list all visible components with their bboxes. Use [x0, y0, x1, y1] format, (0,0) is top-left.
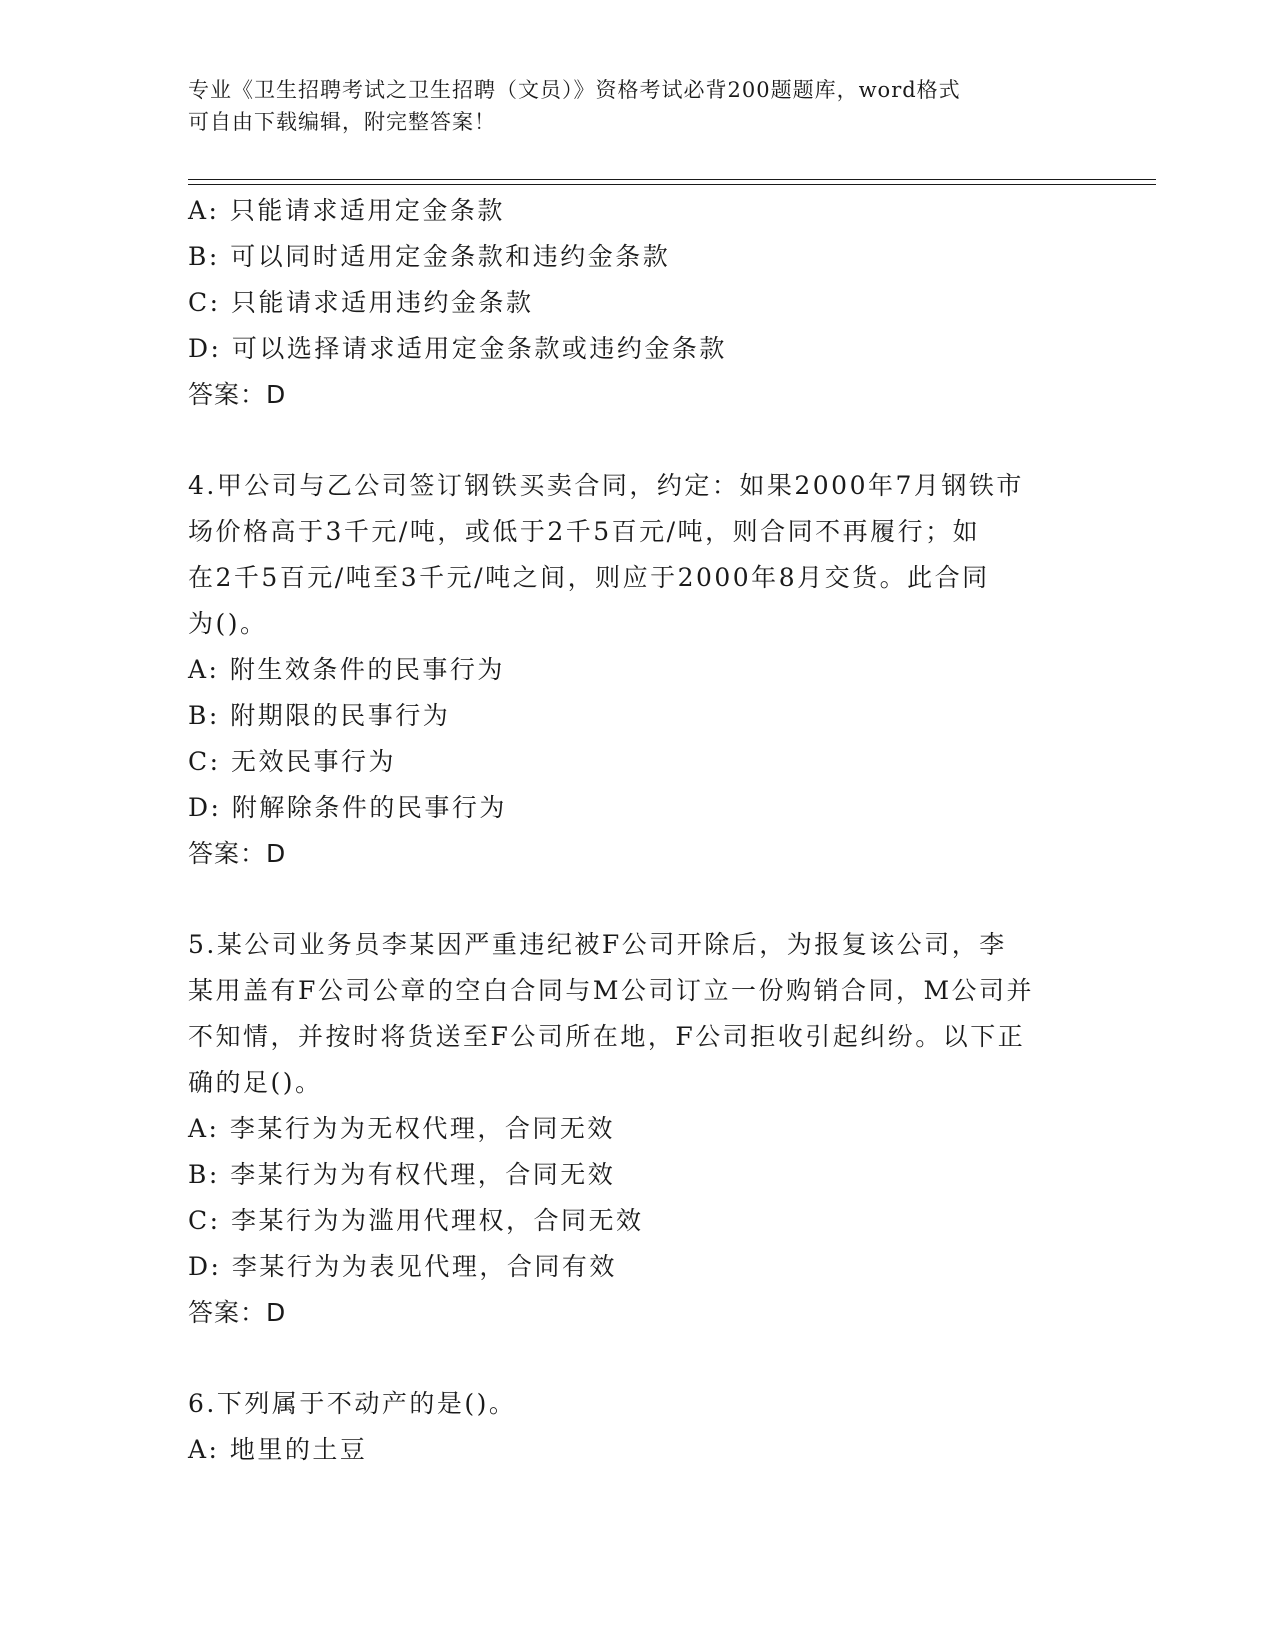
- question-4: [188, 463, 1088, 877]
- question-list: [188, 188, 1088, 1473]
- header-rule-bottom: [188, 184, 1156, 185]
- question-text-line: 5.某公司业务员李某因严重违纪被F公司开除后，为报复该公司，李: [188, 930, 1007, 959]
- option-d: D: 附解除条件的民事行为: [188, 793, 507, 822]
- question-text-line: 6.下列属于不动产的是()。: [188, 1389, 517, 1418]
- question-text-line: 不知情，并按时将货送至F公司所在地，F公司拒收引起纠纷。以下正: [188, 1022, 1026, 1051]
- question-text-line: 某用盖有F公司公章的空白合同与M公司订立一份购销合同，M公司并: [188, 976, 1035, 1005]
- option-c: C: 无效民事行为: [188, 747, 396, 776]
- question-5: [188, 922, 1088, 1336]
- option-c: C: 只能请求适用违约金条款: [188, 288, 534, 317]
- question-3: [188, 188, 1088, 418]
- question-text-line: 场价格高于3千元/吨，或低于2千5百元/吨，则合同不再履行；如: [188, 517, 981, 546]
- option-a: A: 只能请求适用定金条款: [188, 196, 505, 225]
- spacer: [188, 1336, 1088, 1381]
- spacer: [188, 877, 1088, 922]
- question-text-line: 在2千5百元/吨至3千元/吨之间，则应于2000年8月交货。此合同: [188, 563, 990, 592]
- option-d: D: 李某行为为表见代理，合同有效: [188, 1252, 617, 1281]
- option-a: A: 李某行为为无权代理，合同无效: [188, 1114, 615, 1143]
- option-b: B: 附期限的民事行为: [188, 701, 451, 730]
- question-6: [188, 1381, 1088, 1473]
- header-line-2: 可自由下载编辑，附完整答案！: [188, 110, 496, 134]
- question-text-line: 确的足()。: [188, 1068, 323, 1097]
- answer: 答案：D: [188, 839, 287, 868]
- option-c: C: 李某行为为滥用代理权，合同无效: [188, 1206, 644, 1235]
- question-text-line: 4.甲公司与乙公司签订钢铁买卖合同，约定：如果2000年7月钢铁市: [188, 471, 1024, 500]
- option-a: A: 地里的土豆: [188, 1435, 368, 1464]
- header-rule-top: [188, 179, 1156, 180]
- option-a: A: 附生效条件的民事行为: [188, 655, 505, 684]
- document-header: [188, 74, 1088, 138]
- option-b: B: 李某行为为有权代理，合同无效: [188, 1160, 616, 1189]
- option-d: D: 可以选择请求适用定金条款或违约金条款: [188, 334, 727, 363]
- answer: 答案：D: [188, 1298, 287, 1327]
- answer: 答案：D: [188, 380, 287, 409]
- header-line-1: 专业《卫生招聘考试之卫生招聘（文员）》资格考试必背200题题库，word格式: [188, 78, 961, 102]
- spacer: [188, 418, 1088, 463]
- question-text-line: 为()。: [188, 609, 268, 638]
- option-b: B: 可以同时适用定金条款和违约金条款: [188, 242, 671, 271]
